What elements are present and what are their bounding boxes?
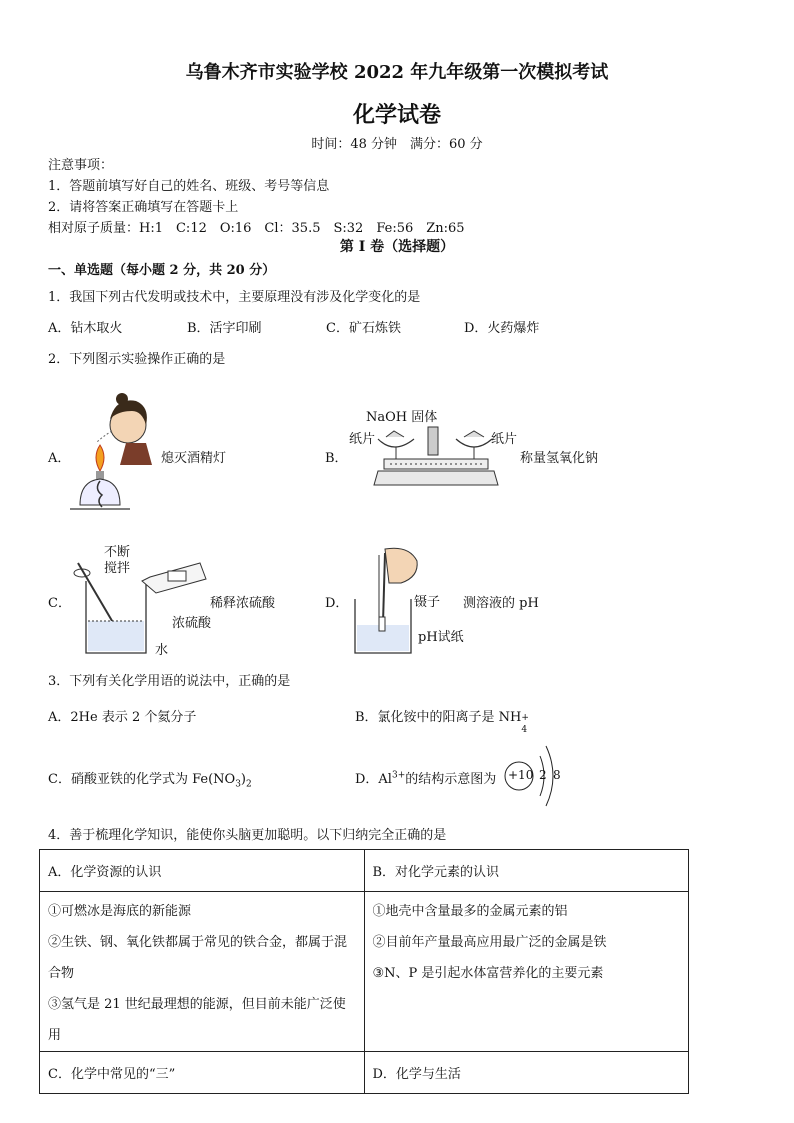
notes-heading: 注意事项： [48, 158, 114, 173]
q4-a-items [40, 892, 365, 1052]
q4-table [39, 849, 689, 1094]
section-title: 一、单选题（每小题 2 分，共 20 分） [48, 263, 276, 278]
q4-b-items [364, 892, 689, 1052]
q3-option-a: A．2He 表示 2 个氦分子 [48, 710, 197, 725]
q2-option-a-label: A． [48, 451, 71, 466]
q2-option-b-caption: 称量氢氧化钠 [520, 451, 599, 466]
q1-option-a: A．钻木取火 [48, 321, 123, 336]
ph-paper-label: pH试纸 [418, 630, 464, 645]
q3-option-c-sub: 3 [235, 779, 241, 790]
q1-option-c: C．矿石炼铁 [326, 321, 401, 336]
naoh-label: NaOH 固体 [366, 410, 438, 425]
paper-right-label: 纸片 [491, 432, 518, 447]
q4-d-heading: D．化学与生活 [364, 1052, 689, 1094]
q3-option-b-text: B．氯化铵中的阳离子是 NH [355, 710, 522, 725]
paper-left-label: 纸片 [349, 432, 376, 447]
shell-1-electrons: 2 [539, 768, 547, 782]
notes-item-2: 2．请将答案正确填写在答题卡上 [48, 200, 239, 215]
table-row [40, 850, 689, 892]
q2-option-a-caption: 熄灭酒精灯 [161, 451, 227, 466]
water-label: 水 [155, 643, 169, 658]
stir-label-2: 搅拌 [104, 561, 131, 576]
q2-option-d-caption: 测溶液的 pH [463, 596, 539, 611]
list-item: ①地壳中含量最多的金属元素的铝 [372, 904, 568, 919]
list-item: ③氢气是 21 世纪最理想的能源，但目前未能广泛使用 [48, 997, 346, 1043]
nucleus-charge: +10 [508, 768, 534, 782]
volume-title: 第 I 卷（选择题） [339, 239, 455, 255]
q3-option-b-sup: + [521, 713, 529, 723]
stir-label-1: 不断 [104, 545, 131, 560]
tweezers-label: 镊子 [414, 595, 441, 610]
q1-option-b: B．活字印刷 [187, 321, 262, 336]
shell-2-electrons: 8 [553, 768, 561, 782]
list-item: ③N、P 是引起水体富营养化的主要元素 [372, 966, 604, 981]
table-row [40, 1052, 689, 1094]
q4-a-heading: A．化学资源的认识 [40, 850, 365, 892]
q2-option-b-label: B． [325, 451, 348, 466]
q4-b-heading: B．对化学元素的认识 [364, 850, 689, 892]
list-item: ②生铁、钢、氧化铁都属于常见的铁合金，都属于混合物 [48, 935, 348, 981]
exam-title: 乌鲁木齐市实验学校 2022 年九年级第一次模拟考试 [185, 62, 609, 83]
dilute-acid-illustration [72, 553, 212, 663]
q3-option-c-close: ) [240, 772, 246, 787]
q2-option-c-label: C． [48, 596, 71, 611]
balance-scale-illustration [370, 425, 510, 495]
q4-c-heading: C．化学中常见的“三” [40, 1052, 365, 1094]
q4-stem: 4．善于梳理化学知识，能使你头脑更加聪明。以下归纳完全正确的是 [48, 828, 447, 843]
list-item: ②目前年产量最高应用最广泛的金属是铁 [372, 935, 607, 950]
q3-option-c-sub2: 2 [246, 779, 252, 790]
q1-option-d: D．火药爆炸 [464, 321, 540, 336]
q3-option-c-text: C．硝酸亚铁的化学式为 Fe(NO [48, 772, 236, 787]
exam-meta: 时间：48 分钟 满分：60 分 [311, 137, 483, 152]
table-row [40, 892, 689, 1052]
subject-title: 化学试卷 [352, 102, 441, 128]
q3-option-c [48, 768, 252, 790]
q2-option-c-caption: 稀释浓硫酸 [210, 596, 276, 611]
atomic-mass-line: 相对原子质量：H:1 C:12 O:16 Cl：35.5 S:32 Fe:56 Zn:65 [48, 221, 465, 236]
q1-stem: 1．我国下列古代发明或技术中，主要原理没有涉及化学变化的是 [48, 290, 421, 305]
q2-stem: 2．下列图示实验操作正确的是 [48, 352, 226, 367]
list-item: ①可燃冰是海底的新能源 [48, 904, 192, 919]
q3-option-d [355, 768, 496, 787]
q3-stem: 3．下列有关化学用语的说法中，正确的是 [48, 674, 291, 689]
q3-option-d-text: D．Al [355, 772, 392, 787]
alcohol-lamp-blowing-illustration [66, 385, 156, 525]
q3-option-b [355, 706, 529, 735]
notes-item-1: 1．答题前填写好自己的姓名、班级、考号等信息 [48, 179, 330, 194]
acid-label: 浓硫酸 [172, 616, 212, 631]
q3-option-d-tail: 的结构示意图为 [405, 772, 497, 787]
q3-option-d-sup: 3+ [391, 770, 406, 781]
q2-option-d-label: D． [325, 596, 349, 611]
q3-option-b-sub: 4 [521, 725, 528, 735]
